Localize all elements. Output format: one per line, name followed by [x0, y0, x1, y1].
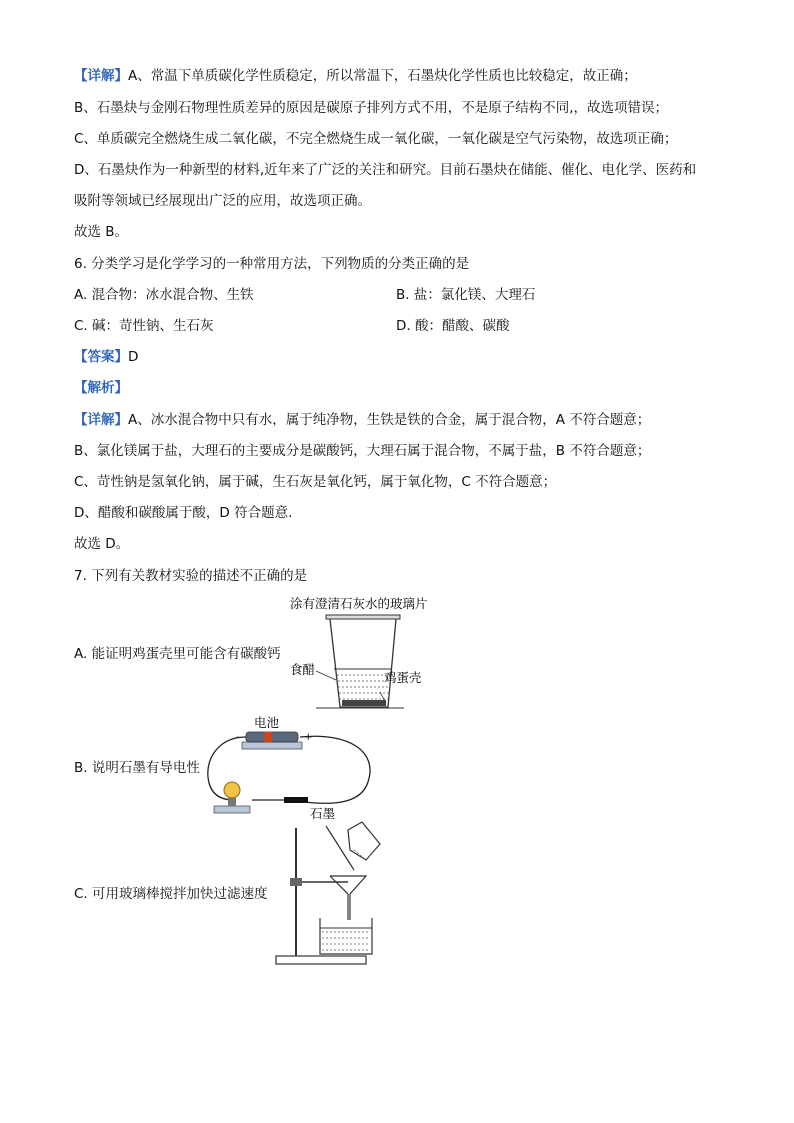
- q7-option-b: B. 说明石墨有导电性: [74, 760, 200, 776]
- q6-option-a: A. 混合物：冰水混合物、生铁: [74, 287, 254, 303]
- wire-right: [300, 736, 370, 803]
- bulb-socket: [228, 798, 236, 806]
- battery-base: [242, 742, 302, 749]
- q5-conclusion: 故选 B。: [74, 224, 129, 240]
- stand-base: [276, 956, 366, 964]
- q6-conclusion: 故选 D。: [74, 536, 130, 552]
- eggshell-pieces: [342, 700, 386, 706]
- pouring-beaker: [348, 822, 380, 860]
- receiving-beaker: [320, 918, 372, 954]
- answer-tag: 【答案】: [74, 349, 128, 365]
- filtrate-liquid: [322, 932, 370, 950]
- bulb-base: [214, 806, 250, 813]
- q6-detail-line-3: C、苛性钠是氢氧化钠，属于碱，生石灰是氧化钙，属于氧化物，C 不符合题意；: [74, 474, 557, 490]
- q7-stem: 7. 下列有关教材实验的描述不正确的是: [74, 568, 308, 584]
- filtration-figure: [270, 820, 410, 970]
- q7-option-a: A. 能证明鸡蛋壳里可能含有碳酸钙: [74, 646, 281, 662]
- q5-detail-line-4: D、石墨炔作为一种新型的材料,近年来了广泛的关注和研究。目前石墨炔在储能、催化、电化学、医药和: [74, 162, 697, 178]
- clamp: [290, 878, 302, 886]
- fig-a-left-label: 食醋: [290, 662, 316, 677]
- graphite-rod: [284, 797, 308, 803]
- q6-detail-line-1: [74, 410, 650, 430]
- fig-b-battery-label: 电池: [254, 715, 280, 730]
- fig-b-graphite-label: 石墨: [310, 806, 336, 821]
- fig-a-right-label: 鸡蛋壳: [384, 670, 422, 685]
- q5-detail-text-1: A、常温下单质碳化学性质稳定，所以常温下，石墨炔化学性质也比较稳定，故正确；: [128, 68, 637, 84]
- q6-answer-line: [74, 347, 138, 367]
- detail-tag: 【详解】: [74, 68, 128, 84]
- battery-plus: +: [304, 732, 313, 743]
- q6-detail-line-2: B、氯化镁属于盐，大理石的主要成分是碳酸钙，大理石属于混合物，不属于盐，B 不符合题意；: [74, 443, 651, 459]
- bulb-icon: [224, 782, 240, 798]
- analysis-tag: 【解析】: [74, 380, 128, 396]
- q6-option-b: B. 盐：氯化镁、大理石: [396, 287, 536, 303]
- q5-detail-line-3: C、单质碳完全燃烧生成二氧化碳，不完全燃烧生成一氧化碳，一氧化碳是空气污染物，故选项正确；: [74, 131, 678, 147]
- q6-option-c: C. 碱：苛性钠、生石灰: [74, 318, 214, 334]
- q6-stem: 6. 分类学习是化学学习的一种常用方法，下列物质的分类正确的是: [74, 256, 470, 272]
- q6-analysis-line: [74, 378, 128, 398]
- funnel-side: [330, 876, 348, 894]
- q6-detail-text-1: A、冰水混合物中只有水，属于纯净物，生铁是铁的合金，属于混合物，A 不符合题意；: [128, 412, 651, 428]
- fig-a-top-label: 涂有澄清石灰水的玻璃片: [290, 596, 428, 611]
- glass-plate: [326, 615, 400, 619]
- glass-beaker: [330, 619, 396, 707]
- q5-detail-line-1: [74, 66, 637, 86]
- q6-option-d: D. 酸：醋酸、碳酸: [396, 318, 510, 334]
- detail-tag: 【详解】: [74, 412, 128, 428]
- battery-stripe: [264, 732, 272, 742]
- vinegar-pointer: [316, 671, 336, 680]
- q6-detail-line-4: D、醋酸和碳酸属于酸，D 符合题意.: [74, 505, 293, 521]
- q6-answer: D: [128, 349, 139, 365]
- battery-minus: -: [236, 732, 240, 743]
- q5-detail-line-2: B、石墨炔与金刚石物理性质差异的原因是碳原子排列方式不用，不是原子结构不同,，故选项错误；: [74, 100, 669, 116]
- eggshell-vinegar-figure: [280, 592, 450, 717]
- graphite-conductivity-figure: [200, 712, 380, 822]
- q5-detail-line-5: 吸附等领域已经展现出广泛的应用，故选项正确。: [74, 193, 371, 209]
- q7-option-c: C. 可用玻璃棒搅拌加快过滤速度: [74, 886, 268, 902]
